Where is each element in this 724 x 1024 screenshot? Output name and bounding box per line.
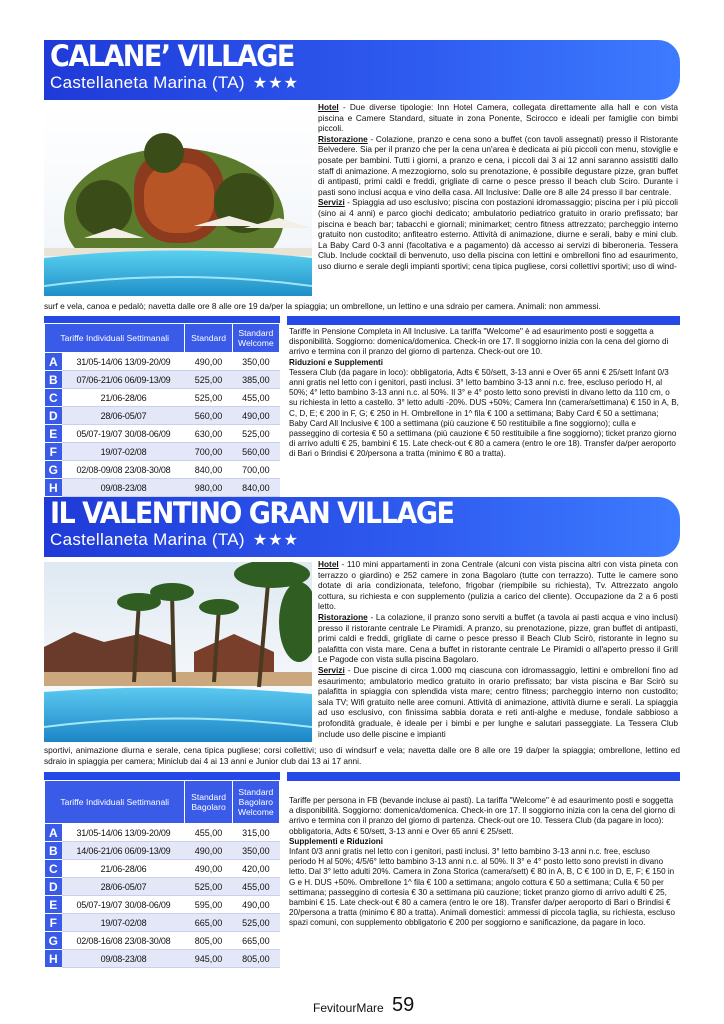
period-letter: H	[45, 950, 63, 968]
ristorazione-text: - Colazione, pranzo e cena sono a buffet (con tavoli assegnati) presso il Ristorante Belvedere. Sia per il pranzo che per la cena un'area è dedicata ai più piccoli con menu, stoviglie e posate per bambini. Tutti i giorni, a pranzo e cena, i piccoli dai 3 ai 12 anni saranno assistiti dallo staff di animazione. A mezzogiorno, solo su prenotazione, è possibile degustare pizze, gran buffet di antipasti, primi caldi e freddi, grigliate di carne o pesce presso il beach club Sciro. Durante i pasti sono inclusi acqua e vino della casa. All Inclusive: Dalle ore 8 alle 24 presso il bar centrale.	[318, 133, 678, 197]
notes-heading: Supplementi e Riduzioni	[289, 836, 383, 846]
period-dates: 31/05-14/06 13/09-20/09	[62, 353, 185, 371]
tariff-table-1	[44, 323, 280, 497]
notes-body: Infant 0/3 anni gratis nel letto con i genitori, pasti inclusi. 3° letto bambino 3-13 anni n.c. free, escluso periodo H al 50%; 4/5/6° letto bambino 3-13 anni n.c. al 50%. Il 3° e 4° posto letto sono previsti in divano letto. Dal 3° letto adulti 20%. Camera in Zona Storica (camera/sett) € 80 in A, B, C € 100 in D, E, F; € 150 in G e H. DUS +50%. Ombrellone 1^ fila € 100 a settimana; angolo cottura € 50 a settimana; Culla € 50 per settimana; passeggino di cortesia € 30 a settimana più cauzione; ticket pranzo giorno di arrivo adulti € 25, bambini € 15. Late check-out € 80 a camera (entro le ore 18). Transfer da/per aeroporto di Bari o Brindisi € 20/persona a tratta (minimo € 80 a tratta). Animali domestici: ammessi di piccola taglia, su richiesta, escluso spazi comuni, con supplemento obbligatorio € 200 per soggiorno e sanificazione, da pagare in loco.	[289, 847, 675, 928]
servizi-label: Servizi	[318, 197, 345, 208]
price-standard: 560,00	[185, 407, 232, 425]
period-dates: 07/06-21/06 06/09-13/09	[62, 371, 185, 389]
price-standard: 490,00	[185, 842, 232, 860]
period-dates: 09/08-23/08	[62, 950, 185, 968]
period-dates: 02/08-16/08 23/08-30/08	[62, 932, 185, 950]
period-dates: 21/06-28/06	[62, 389, 185, 407]
table-row	[45, 443, 280, 461]
period-letter: A	[45, 353, 63, 371]
table-header: Standard Welcome	[232, 324, 279, 353]
hotel-location	[50, 530, 299, 550]
price-standard: 805,00	[185, 932, 232, 950]
divider-bar	[287, 772, 680, 781]
price-welcome: 525,00	[232, 914, 279, 932]
table-row	[45, 932, 280, 950]
hotel-banner-2	[44, 497, 680, 557]
stars-rating: ★★★	[252, 75, 299, 92]
period-letter: E	[45, 896, 63, 914]
period-dates: 31/05-14/06 13/09-20/09	[62, 824, 185, 842]
footer-brand: FevitourMare	[313, 1001, 384, 1015]
hotel-description-1	[318, 102, 678, 272]
servizi-continued-2: sportivi, animazione diurna e serale, cena tipica pugliese; corsi collettivi; uso di windsurf e vela; navetta dalle ore 8 alle ore 19 da/per la spiaggia; ombrellone, lettino ed sdraio in spiaggia per camera; Miniclub dai 4 ai 13 anni e Junior club dai 13 ai 17 anni.	[44, 745, 680, 766]
table-header: Tariffe Individuali Settimanali	[45, 781, 185, 824]
hotel-banner-1	[44, 40, 680, 100]
hotel-text: - Due diverse tipologie: Inn Hotel Camera, collegata direttamente alla hall e con vista piscina e Camere Standard, situate in zona Ponente, Scirocco e ideali per famiglie con bimbi piccoli.	[318, 102, 678, 134]
price-standard: 490,00	[185, 353, 232, 371]
period-dates: 05/07-19/07 30/08-06/09	[62, 896, 185, 914]
price-welcome: 490,00	[232, 407, 279, 425]
period-letter: A	[45, 824, 63, 842]
location-text: Castellaneta Marina (TA)	[50, 530, 245, 549]
servizi-label: Servizi	[318, 664, 345, 675]
price-standard: 525,00	[185, 878, 232, 896]
hotel-title: CALANE’ VILLAGE	[50, 40, 294, 74]
price-welcome: 665,00	[232, 932, 279, 950]
period-dates: 28/06-05/07	[62, 878, 185, 896]
price-standard: 490,00	[185, 860, 232, 878]
hotel-label: Hotel	[318, 559, 339, 569]
price-welcome: 490,00	[232, 896, 279, 914]
page-number: 59	[392, 994, 415, 1016]
price-welcome: 455,00	[232, 878, 279, 896]
table-row	[45, 371, 280, 389]
price-standard: 595,00	[185, 896, 232, 914]
table-row	[45, 896, 280, 914]
price-standard: 455,00	[185, 824, 232, 842]
period-dates: 02/08-09/08 23/08-30/08	[62, 461, 185, 479]
table-row	[45, 860, 280, 878]
table-header: Standard Bagolaro Welcome	[232, 781, 279, 824]
period-letter: F	[45, 914, 63, 932]
hotel-photo-2	[44, 562, 312, 742]
period-letter: E	[45, 425, 63, 443]
price-welcome: 525,00	[232, 425, 279, 443]
divider-bar	[287, 316, 680, 325]
location-text: Castellaneta Marina (TA)	[50, 73, 245, 92]
price-welcome: 700,00	[232, 461, 279, 479]
period-letter: B	[45, 842, 63, 860]
table-row	[45, 461, 280, 479]
table-row	[45, 824, 280, 842]
stars-rating: ★★★	[252, 532, 299, 549]
table-header: Tariffe Individuali Settimanali	[45, 324, 185, 353]
hotel-photo-1	[44, 108, 312, 296]
price-standard: 665,00	[185, 914, 232, 932]
table-row	[45, 878, 280, 896]
hotel-label: Hotel	[318, 102, 339, 112]
table-row	[45, 842, 280, 860]
hotel-text: - 110 mini appartamenti in zona Centrale (alcuni con vista piscina altri con vista pineta con terrazzo o giardino) e 252 camere in zona Bagolaro (tutte con terrazzo). Tutte le camere sono dotate di aria condizionata, telefono, frigobar (riempibile su richiesta), Tv. Attrezzato angolo cottura, su richiesta e con supplemento (pulizia a carico del cliente). Occupazione da 2 a 6 posti letto.	[318, 559, 678, 612]
notes-body: Tessera Club (da pagare in loco): obbligatoria, Adts € 50/sett, 3-13 anni e Over 65 anni € 25/sett Infant 0/3 anni gratis nel letto con i genitori, pasti inclusi. 3° letto bambino 3-13 anni n.c. free, escluso periodo H, al 50%; 4° letto bambino 3-13 anni n.c. al 50%. Il 3° e 4° posto letto sono previsti in divano letto da 110 cm, o su richiesta in letto a castello. 3° letto adulti -20%. DUS +50%; Camera Inn (camera/settimana) € 150 in A, B, C, D, E; € 200 in F, G; € 250 in H. Ombrellone in 1^ fila € 100 a settimana; Baby Card € 50 a settimana; Baby Card All Inclusive € 100 a settimana (più cauzione € 50 restituibile a fine soggiorno); culla e passeggino di cortesia € 50 a settimana (più cauzione € 50 restituibile a fine soggiorno); ticket pranzo giorno di arrivo adulti € 25, bambini € 15. Late check-out € 80 a camera (entro le ore 18). Transfer da/per aeroporto di Bari o Brindisi € 20/persona a tratta (minimo € 80 a tratta).	[289, 367, 679, 459]
price-welcome: 805,00	[232, 950, 279, 968]
price-standard: 525,00	[185, 389, 232, 407]
hotel-location	[50, 73, 299, 93]
price-welcome: 840,00	[232, 479, 279, 497]
price-welcome: 420,00	[232, 860, 279, 878]
price-welcome: 385,00	[232, 371, 279, 389]
price-welcome: 455,00	[232, 389, 279, 407]
tariff-notes-2	[289, 796, 679, 929]
period-dates: 21/06-28/06	[62, 860, 185, 878]
period-letter: D	[45, 878, 63, 896]
period-letter: C	[45, 860, 63, 878]
price-welcome: 315,00	[232, 824, 279, 842]
table-header: Standard Bagolaro	[185, 781, 232, 824]
price-welcome: 350,00	[232, 353, 279, 371]
period-dates: 05/07-19/07 30/08-06/09	[62, 425, 185, 443]
table-row	[45, 479, 280, 497]
price-standard: 525,00	[185, 371, 232, 389]
price-welcome: 350,00	[232, 842, 279, 860]
price-standard: 980,00	[185, 479, 232, 497]
servizi-continued-1: surf e vela, canoa e pedalò; navetta dalle ore 8 alle ore 19 da/per la spiaggia; un ombrellone, un lettino e una sdraio per camera. Animali: non ammessi.	[44, 301, 601, 311]
price-standard: 630,00	[185, 425, 232, 443]
table-row	[45, 353, 280, 371]
table-row	[45, 407, 280, 425]
table-row	[45, 914, 280, 932]
period-letter: C	[45, 389, 63, 407]
tariff-notes-1	[289, 327, 679, 460]
ristorazione-label: Ristorazione	[318, 611, 368, 622]
price-standard: 945,00	[185, 950, 232, 968]
servizi-text: - Due piscine di circa 1.000 mq ciascuna con idromassaggio, lettini e ombrelloni fino ad esaurimento; ambulatorio medico gratuito in orario prefissato; bar vista piscina e Bar Scirò su palafitta in spiaggia con splendida vista mare; centro fitness; parcheggio interno non custodito; sala TV; Wifi gratuito nelle aree comuni. Attività di animazione, attività diurne e serali. La spiaggia ad uso esclusivo, con finissima sabbia dorata e reti anti-alghe e meduse, fondale sabbioso a profondità graduale, è ideale per i bimbi e per lunghe e salutari passeggiate. La Tessera Club include uso delle piscine e impianti	[318, 664, 678, 739]
notes-heading: Riduzioni e Supplementi	[289, 357, 383, 367]
table-row	[45, 425, 280, 443]
period-dates: 28/06-05/07	[62, 407, 185, 425]
hotel-title: IL VALENTINO GRAN VILLAGE	[50, 497, 454, 531]
notes-intro: Tariffe in Pensione Completa in All Inclusive. La tariffa "Welcome" è ad esaurimento posti e soggetta a disponibilità. Soggiorno: domenica/domenica. Check-in ore 17. Il soggiorno inizia con la cena del giorno di arrivo e termina con il pranzo del giorno di partenza. Check-out ore 10.	[289, 327, 669, 357]
tariff-table-2	[44, 780, 280, 968]
ristorazione-text: - La colazione, il pranzo sono serviti a buffet (a tavola ai pasti acqua e vino inclusi) presso il ristorante centrale Le Piramidi. A pranzo, su prenotazione, pizze, gran buffet di antipasti, primi caldi e freddi, grigliate di carne o pesce presso il Beach Club Scirò, ristorante in legno su palafitta con vista mare. Cena a buffet in ristorante centrale Le Piramidi o all'aperto presso il Grill Le Pagode con vista sulla piscina Bagolaro.	[318, 611, 678, 665]
period-letter: G	[45, 461, 63, 479]
ristorazione-label: Ristorazione	[318, 133, 368, 144]
table-row	[45, 950, 280, 968]
period-letter: F	[45, 443, 63, 461]
table-row	[45, 389, 280, 407]
period-dates: 14/06-21/06 06/09-13/09	[62, 842, 185, 860]
period-dates: 19/07-02/08	[62, 443, 185, 461]
price-standard: 700,00	[185, 443, 232, 461]
notes-intro: Tariffe per persona in FB (bevande incluse ai pasti). La tariffa "Welcome" è ad esaurimento posti e soggetta a disponibilità. Soggiorno: domenica/domenica. Check-in ore 17. Il soggiorno inizia con la cena del giorno di arrivo e termina con il pranzo del giorno di partenza. Check-out ore 10. Tessera Club (da pagare in loco): obbligatoria, Adts € 50/sett, 3-13 anni e Over 65 anni € 25/sett.	[289, 796, 676, 836]
servizi-text: - Spiaggia ad uso esclusivo; piscina con postazioni idromassaggio; piscina per i più piccoli (sino ai 4 anni) e parco giochi dedicato; ambulatorio pediatrico gratuito in orario prefissato; bar piscina e beach bar; tabacchi e giornali; minimarket; centro fitness attrezzato; parcheggio interno gratuito non custodito; anfiteatro esterno. Attività di animazione, diurne e serali, baby e mini club. La Baby Card 0-3 anni (facoltativa e a pagamento) dà accesso ai servizi di biberoneria. Tessera Club. Include cocktail di benvenuto, uso della piscina con lettini e ombrelloni fino ad esaurimento, uso diurno e serale degli impianti sportivi; cena tipica pugliese, corsi collettivi sportivi; uso di wind-	[318, 197, 678, 271]
period-letter: H	[45, 479, 63, 497]
period-dates: 19/07-02/08	[62, 914, 185, 932]
period-letter: B	[45, 371, 63, 389]
price-welcome: 560,00	[232, 443, 279, 461]
period-letter: G	[45, 932, 63, 950]
period-letter: D	[45, 407, 63, 425]
period-dates: 09/08-23/08	[62, 479, 185, 497]
table-header: Standard	[185, 324, 232, 353]
hotel-description-2	[318, 559, 678, 739]
price-standard: 840,00	[185, 461, 232, 479]
